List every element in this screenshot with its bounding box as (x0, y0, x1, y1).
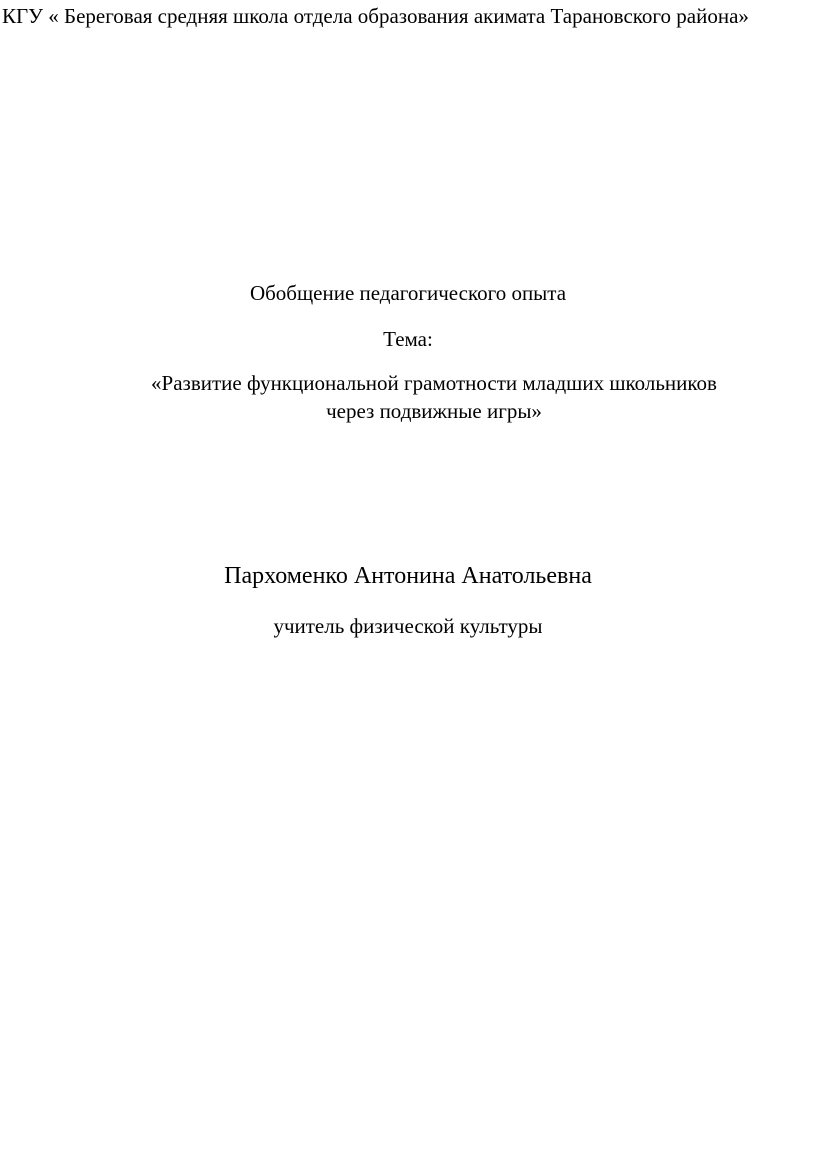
author-name: Пархоменко Антонина Анатольевна (224, 563, 592, 589)
topic-title-line-1: «Развитие функциональной грамотности младших школьников (151, 371, 717, 395)
topic-title-line-2: через подвижные игры» (326, 399, 542, 423)
institution-header: КГУ « Береговая средняя школа отдела образования акимата Тарановского района» (2, 4, 749, 28)
author-position: учитель физической культуры (273, 614, 543, 638)
topic-label: Тема: (383, 327, 433, 351)
document-type-title: Обобщение педагогического опыта (249, 281, 567, 305)
